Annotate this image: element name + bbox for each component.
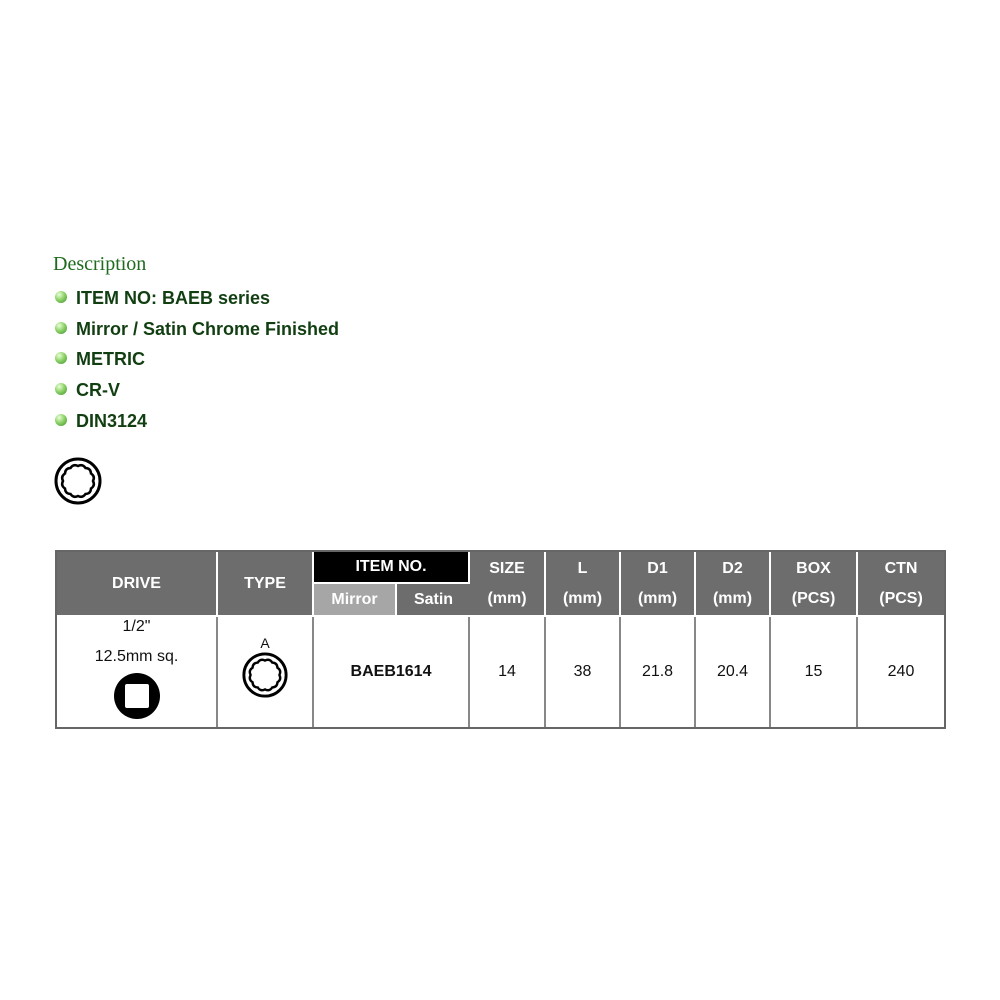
description-item: METRIC xyxy=(55,344,339,375)
description-item: ITEM NO: BAEB series xyxy=(55,283,339,314)
description-item: Mirror / Satin Chrome Finished xyxy=(55,314,339,345)
cell-type xyxy=(218,617,314,727)
description-item: CR-V xyxy=(55,375,339,406)
table-row xyxy=(57,617,944,727)
square-drive-icon xyxy=(113,672,161,720)
cell-item-no: BAEB1614 xyxy=(314,617,470,727)
green-bullet-icon xyxy=(55,322,67,334)
header-box: BOX (PCS) xyxy=(771,552,858,617)
cell-l: 38 xyxy=(546,617,621,727)
cell-box: 15 xyxy=(771,617,858,727)
green-bullet-icon xyxy=(55,352,67,364)
twelve-point-socket-icon xyxy=(53,456,103,506)
cell-d1: 21.8 xyxy=(621,617,696,727)
description-list xyxy=(55,283,339,436)
header-item-no: ITEM NO. xyxy=(314,552,470,584)
header-size: SIZE (mm) xyxy=(470,552,546,617)
cell-size: 14 xyxy=(470,617,546,727)
cell-d2: 20.4 xyxy=(696,617,771,727)
header-type: TYPE xyxy=(218,552,314,617)
green-bullet-icon xyxy=(55,291,67,303)
header-l: L (mm) xyxy=(546,552,621,617)
drive-mm: 12.5mm sq. xyxy=(94,647,179,665)
twelve-point-socket-icon xyxy=(241,651,289,699)
header-satin: Satin xyxy=(397,584,470,617)
type-label: A xyxy=(260,634,270,651)
description-title: Description xyxy=(53,253,147,275)
header-drive: DRIVE xyxy=(57,552,218,617)
green-bullet-icon xyxy=(55,383,67,395)
header-mirror: Mirror xyxy=(314,584,397,617)
cell-ctn: 240 xyxy=(887,663,915,680)
header-d2: D2 (mm) xyxy=(696,552,771,617)
header-ctn: CTN (PCS) xyxy=(858,552,944,617)
description-item: DIN3124 xyxy=(55,406,339,437)
cell-drive xyxy=(57,617,218,727)
drive-inch: 1/2" xyxy=(122,617,151,635)
green-bullet-icon xyxy=(55,414,67,426)
spec-table xyxy=(55,550,946,729)
header-d1: D1 (mm) xyxy=(621,552,696,617)
